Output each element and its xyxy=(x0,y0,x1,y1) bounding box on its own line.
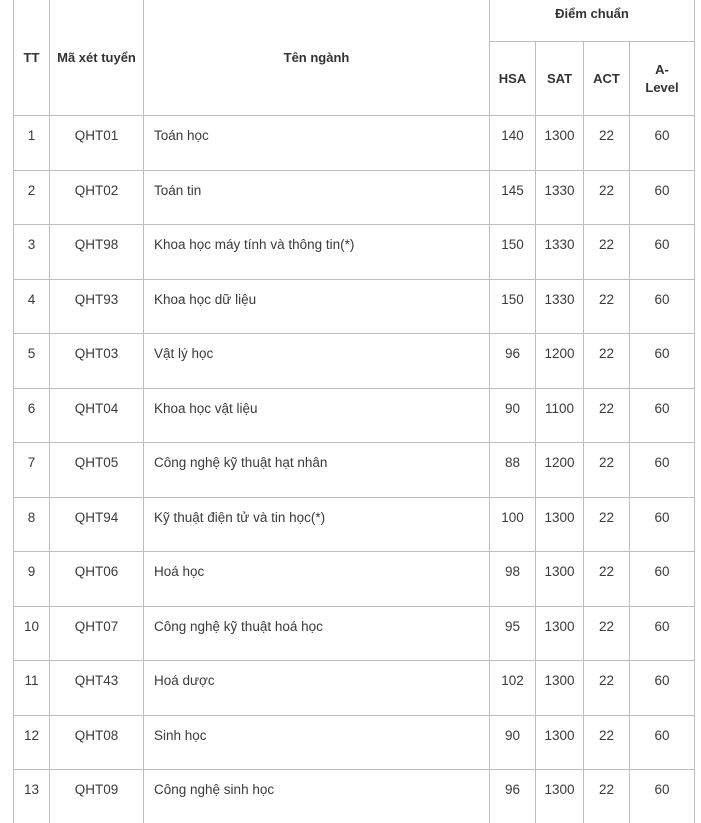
cell-sat: 1100 xyxy=(536,388,584,443)
cell-major-name: Vật lý học xyxy=(144,334,490,389)
table-row xyxy=(14,552,695,607)
cell-hsa: 102 xyxy=(490,661,536,716)
col-header-code xyxy=(50,0,144,116)
cell-alevel: 60 xyxy=(630,770,695,823)
cell-act: 22 xyxy=(584,225,630,280)
cell-alevel: 60 xyxy=(630,661,695,716)
table-header xyxy=(14,0,695,116)
cell-sat: 1200 xyxy=(536,443,584,498)
cell-code: QHT01 xyxy=(50,116,144,171)
cell-tt: 1 xyxy=(14,116,50,171)
table-row xyxy=(14,715,695,770)
cell-alevel: 60 xyxy=(630,443,695,498)
cell-alevel: 60 xyxy=(630,388,695,443)
cell-act: 22 xyxy=(584,443,630,498)
cell-hsa: 90 xyxy=(490,715,536,770)
cell-code: QHT02 xyxy=(50,170,144,225)
cell-tt: 2 xyxy=(14,170,50,225)
cell-sat: 1300 xyxy=(536,116,584,171)
cell-major-name: Kỹ thuật điện tử và tin học(*) xyxy=(144,497,490,552)
cell-hsa: 96 xyxy=(490,770,536,823)
cell-sat: 1300 xyxy=(536,497,584,552)
col-header-alevel xyxy=(630,42,695,116)
col-header-hsa: HSA xyxy=(490,42,536,116)
cell-act: 22 xyxy=(584,770,630,823)
cell-alevel: 60 xyxy=(630,170,695,225)
cell-major-name: Công nghệ sinh học xyxy=(144,770,490,823)
cell-major-name: Sinh học xyxy=(144,715,490,770)
cell-code: QHT03 xyxy=(50,334,144,389)
cell-act: 22 xyxy=(584,715,630,770)
cell-sat: 1200 xyxy=(536,334,584,389)
table-row xyxy=(14,661,695,716)
cell-tt: 8 xyxy=(14,497,50,552)
cell-alevel: 60 xyxy=(630,715,695,770)
cell-sat: 1330 xyxy=(536,170,584,225)
table-row xyxy=(14,606,695,661)
cell-tt: 9 xyxy=(14,552,50,607)
cell-tt: 4 xyxy=(14,279,50,334)
admission-score-table xyxy=(13,0,695,823)
cell-sat: 1300 xyxy=(536,770,584,823)
table-row xyxy=(14,279,695,334)
cell-code: QHT08 xyxy=(50,715,144,770)
cell-act: 22 xyxy=(584,279,630,334)
table-row xyxy=(14,497,695,552)
cell-hsa: 145 xyxy=(490,170,536,225)
cell-act: 22 xyxy=(584,552,630,607)
cell-alevel: 60 xyxy=(630,116,695,171)
cell-hsa: 140 xyxy=(490,116,536,171)
cell-hsa: 100 xyxy=(490,497,536,552)
table-row xyxy=(14,116,695,171)
cell-alevel: 60 xyxy=(630,606,695,661)
cell-sat: 1300 xyxy=(536,661,584,716)
cell-major-name: Khoa học dữ liệu xyxy=(144,279,490,334)
cell-code: QHT04 xyxy=(50,388,144,443)
cell-tt: 3 xyxy=(14,225,50,280)
col-header-code-label: Mã xét tuyển xyxy=(57,50,136,65)
cell-act: 22 xyxy=(584,116,630,171)
cell-sat: 1330 xyxy=(536,279,584,334)
table-row xyxy=(14,388,695,443)
cell-major-name: Hoá học xyxy=(144,552,490,607)
table-row xyxy=(14,334,695,389)
cell-major-name: Hoá dược xyxy=(144,661,490,716)
cell-tt: 11 xyxy=(14,661,50,716)
cell-major-name: Khoa học vật liệu xyxy=(144,388,490,443)
cell-code: QHT94 xyxy=(50,497,144,552)
cell-hsa: 95 xyxy=(490,606,536,661)
table-body xyxy=(14,116,695,823)
cell-hsa: 90 xyxy=(490,388,536,443)
cell-act: 22 xyxy=(584,497,630,552)
cell-act: 22 xyxy=(584,606,630,661)
cell-hsa: 150 xyxy=(490,225,536,280)
cell-hsa: 96 xyxy=(490,334,536,389)
cell-code: QHT06 xyxy=(50,552,144,607)
col-header-major: Tên ngành xyxy=(144,0,490,116)
cell-hsa: 88 xyxy=(490,443,536,498)
col-header-alevel-label: A-Level xyxy=(645,61,679,95)
cell-act: 22 xyxy=(584,170,630,225)
table-row xyxy=(14,170,695,225)
cell-alevel: 60 xyxy=(630,552,695,607)
cell-major-name: Toán tin xyxy=(144,170,490,225)
cell-major-name: Công nghệ kỹ thuật hạt nhân xyxy=(144,443,490,498)
cell-alevel: 60 xyxy=(630,279,695,334)
cell-act: 22 xyxy=(584,661,630,716)
cell-alevel: 60 xyxy=(630,225,695,280)
cell-act: 22 xyxy=(584,388,630,443)
cell-hsa: 98 xyxy=(490,552,536,607)
cell-tt: 6 xyxy=(14,388,50,443)
cell-tt: 12 xyxy=(14,715,50,770)
cell-tt: 10 xyxy=(14,606,50,661)
cell-code: QHT07 xyxy=(50,606,144,661)
cell-major-name: Toán học xyxy=(144,116,490,171)
cell-alevel: 60 xyxy=(630,497,695,552)
table-row xyxy=(14,443,695,498)
cell-code: QHT05 xyxy=(50,443,144,498)
cell-code: QHT09 xyxy=(50,770,144,823)
cell-act: 22 xyxy=(584,334,630,389)
cell-sat: 1300 xyxy=(536,715,584,770)
cell-major-name: Công nghệ kỹ thuật hoá học xyxy=(144,606,490,661)
cell-code: QHT98 xyxy=(50,225,144,280)
cell-alevel: 60 xyxy=(630,334,695,389)
table-row xyxy=(14,770,695,823)
col-header-sat: SAT xyxy=(536,42,584,116)
cell-hsa: 150 xyxy=(490,279,536,334)
cell-sat: 1300 xyxy=(536,552,584,607)
col-header-act: ACT xyxy=(584,42,630,116)
cell-sat: 1300 xyxy=(536,606,584,661)
cell-tt: 5 xyxy=(14,334,50,389)
col-header-score-group: Điểm chuẩn xyxy=(490,0,695,42)
cell-code: QHT43 xyxy=(50,661,144,716)
cell-code: QHT93 xyxy=(50,279,144,334)
admission-score-table-wrapper xyxy=(13,0,694,823)
table-row xyxy=(14,225,695,280)
cell-sat: 1330 xyxy=(536,225,584,280)
col-header-tt: TT xyxy=(14,0,50,116)
cell-major-name: Khoa học máy tính và thông tin(*) xyxy=(144,225,490,280)
cell-tt: 7 xyxy=(14,443,50,498)
cell-tt: 13 xyxy=(14,770,50,823)
